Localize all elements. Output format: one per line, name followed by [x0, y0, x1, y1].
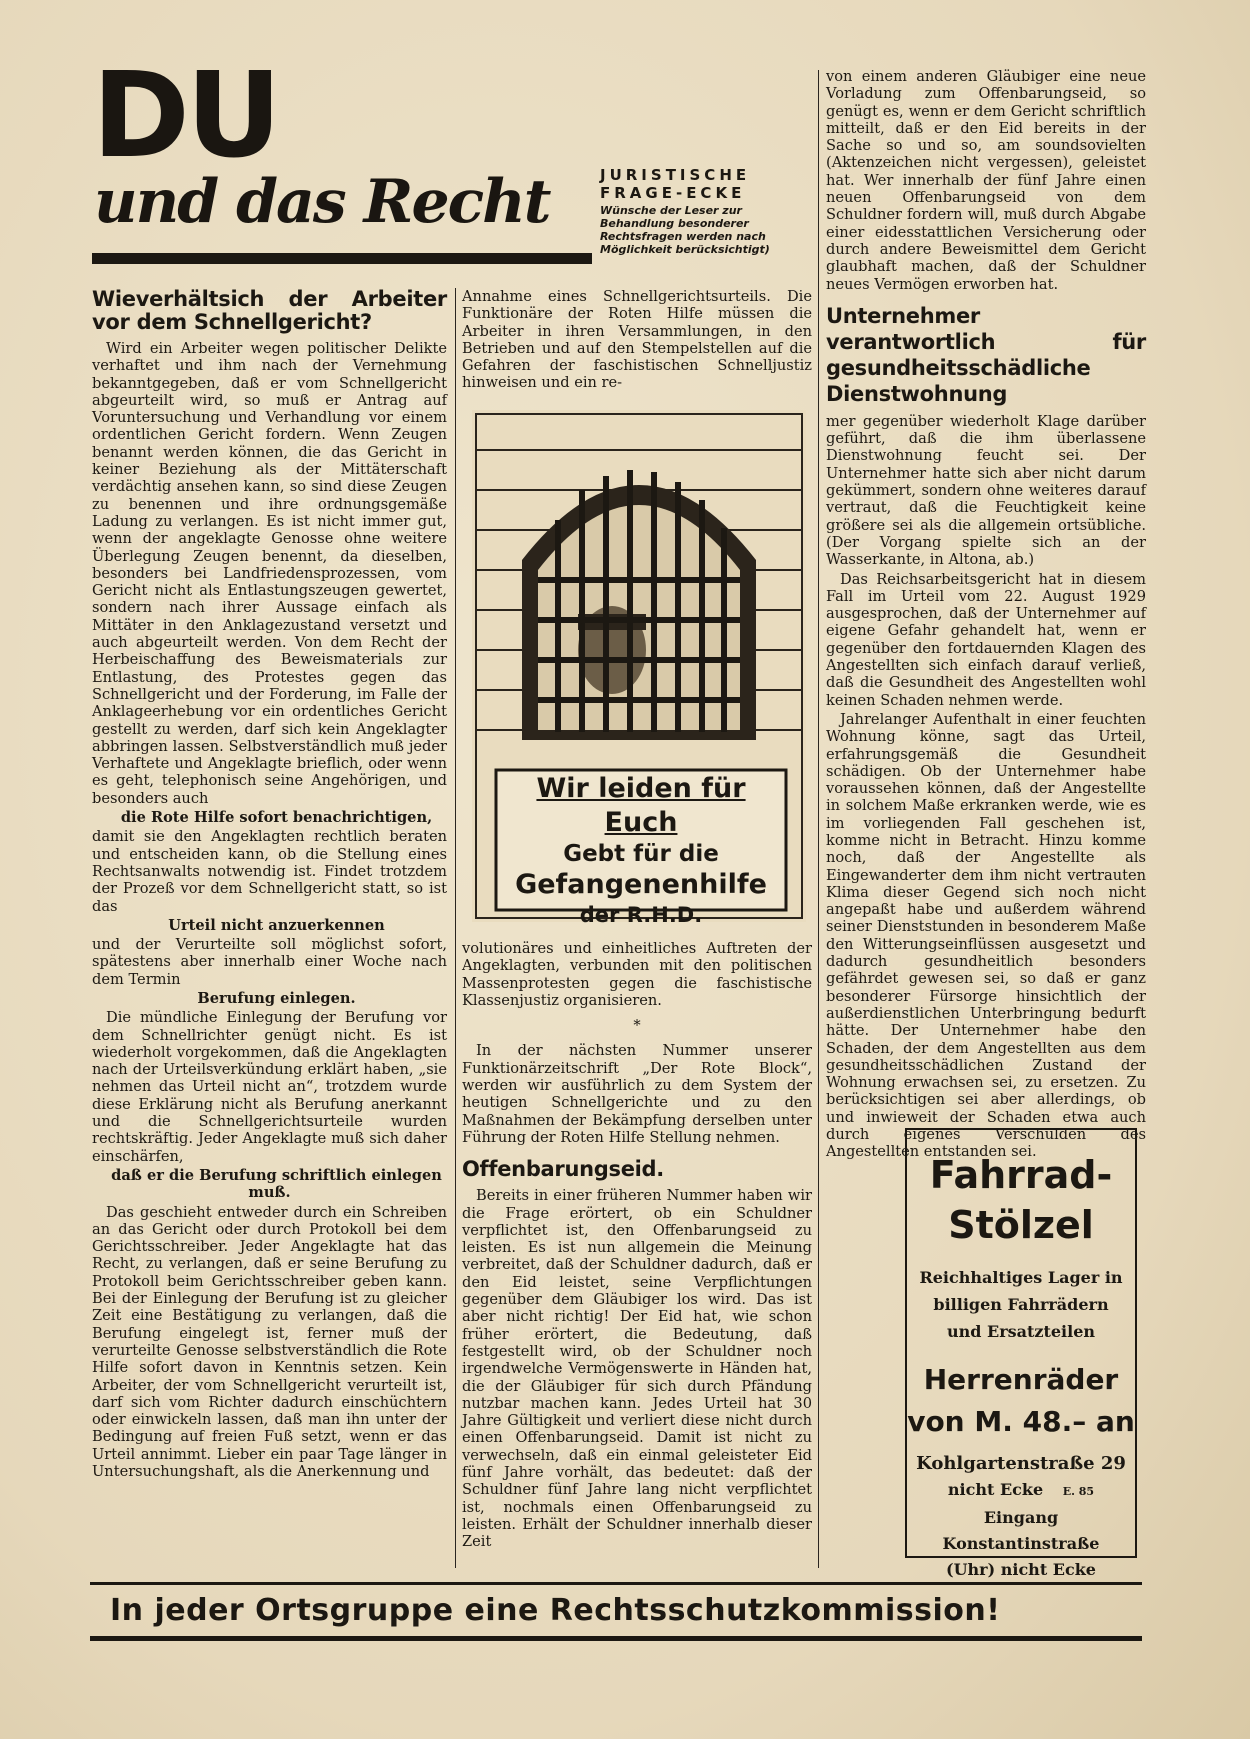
- masthead-rule: [92, 253, 592, 264]
- ad-title: [907, 1150, 1135, 1250]
- ad-offer-line: Herrenräder: [923, 1363, 1119, 1396]
- ad-title-line: Stölzel: [948, 1203, 1094, 1247]
- slogan-line: der R.H.D.: [579, 903, 703, 927]
- footer-rule-top: [90, 1582, 1142, 1585]
- ad-title-line: Fahrrad-: [929, 1153, 1113, 1197]
- ad-offer-line: von M. 48.– an: [907, 1405, 1135, 1438]
- column-divider-right: [818, 70, 819, 1568]
- advertisement-fahrrad-stoelzel: [905, 1128, 1137, 1579]
- column-divider-left: [455, 288, 456, 1568]
- paragraph: In der nächsten Nummer unserer Funktionärzeitschrift „Der Rote Block“, werden wir ausführlich zu dem System der heutigen Schnellgerichte und zu den Maßnahmen der Bekämpfung derselben unter Führung der Roten Hilfe Stellung nehmen.: [462, 1042, 812, 1146]
- emphasis-line: daß er die Berufung schriftlich einlegen muß.: [111, 1166, 442, 1202]
- ad-address-line: Eingang Konstantinstraße: [942, 1508, 1100, 1553]
- emphasis-line: Berufung einlegen.: [197, 989, 356, 1007]
- frage-ecke-subtitle: Wünsche der Leser zur Behandlung besonderer Rechtsfragen werden nach Möglichkeit berücksichtigt): [600, 204, 770, 256]
- ad-address: [907, 1451, 1135, 1583]
- paragraph: und der Verurteilte soll möglichst sofort, spätestens aber innerhalb einer Woche nach dem Termin: [92, 936, 447, 988]
- ad-address-line: Kohlgartenstraße 29: [916, 1453, 1126, 1474]
- emphasis-line: die Rote Hilfe sofort benachrichtigen,: [120, 809, 433, 827]
- paragraph: Das geschieht entweder durch ein Schreiben an das Gericht oder durch Protokoll bei dem Gerichtsschreiber. Jeder Angeklagte hat das Recht, zu verlangen, daß er seine Berufung zu Protokoll beim Gerichtsschreiber geben kann. Bei der Einlegung der Berufung ist zu gleicher Zeit eine Bestätigung zu verlangen, daß die Berufung eingelegt ist, ferner muß der verurteilte Genosse selbstverständlich die Rote Hilfe sofort davon in Kenntnis setzen. Kein Arbeiter, der vom Schnellgericht verurteilt ist, darf sich vom Richter dadurch einschüchtern oder einwickeln lassen, daß man ihn unter der Bedingung auf freien Fuß setzt, wenn er das Urteil annimmt. Lieber ein paar Tage länger in Untersuchungshaft, als die Anerkennung und: [92, 1203, 447, 1480]
- headline-dienstwohnung: Unternehmer verantwortlich für gesundheitsschädliche Dienstwohnung: [826, 303, 1146, 406]
- paragraph: damit sie den Angeklagten rechtlich beraten und entscheiden kann, ob die Stellung eines Rechtsanwalts notwendig ist. Findet trotzdem der Prozeß vor dem Schnellgericht statt, so ist das: [92, 828, 447, 915]
- separator: *: [633, 1017, 641, 1035]
- middle-column-top: [462, 288, 812, 394]
- paragraph: Annahme eines Schnellgerichtsurteils. Die Funktionäre der Roten Hilfe müssen die Arbeiter in ihren Versammlungen, in den Betrieben und auf den Stempelstellen auf die Gefahren der faschistischen Schnelljustiz hinweisen und ein re-: [462, 288, 812, 392]
- slogan-line: Gefangenenhilfe: [515, 869, 767, 900]
- ad-offer: [907, 1359, 1135, 1443]
- ad-address-line: [907, 1477, 1135, 1505]
- footer-rule-bottom: [90, 1636, 1142, 1641]
- ad-code: E. 85: [1062, 1485, 1095, 1498]
- ad-description: Reichhaltiges Lager in billigen Fahrrädern und Ersatzteilen: [919, 1268, 1123, 1341]
- headline-offenbarungseid: Offenbarungseid.: [462, 1157, 664, 1182]
- ad-address-text: nicht Ecke: [947, 1480, 1044, 1499]
- frage-ecke-title: JURISTISCHE FRAGE-ECKE: [600, 166, 751, 202]
- ad-address-line: (Uhr) nicht Ecke: [946, 1560, 1096, 1579]
- headline-schnellgericht: Wieverhältsich der Arbeiter vor dem Schnellgericht?: [92, 287, 447, 334]
- paragraph: volutionäres und einheitliches Auftreten der Angeklagten, verbunden mit den politischen Massenprotesten gegen die faschistische Klassenjustiz organisieren.: [462, 940, 812, 1009]
- emphasis-line: Urteil nicht anzuerkennen: [168, 916, 385, 934]
- middle-column-bottom: [462, 940, 812, 1553]
- masthead-und-das-recht: und das Recht: [94, 167, 550, 237]
- illustration-slogan: [496, 772, 786, 928]
- paragraph: Jahrelanger Aufenthalt in einer feuchten Wohnung könne, sagt das Urteil, erfahrungsgemäß die Gesundheit schädigen. Ob der Unternehmer habe voraussehen können, daß der Angestellte in solchem Maße erkranken werde, wie es im vorliegenden Fall geschehen ist, komme nicht in Betracht. Hinzu komme noch, daß der Angestellte als Eingewanderter dem ihm nicht vertrauten Klima dieser Gegend sich noch nicht angepaßt habe und außerdem während seiner Dienststunden in besonderem Maße den Witterungseinflüssen ausgesetzt und dadurch gesundheitlich besonders gefährdet gewesen sei, so daß er ganz besonderer Fürsorge hinsichtlich der außerdienstlichen Unterbringung bedurft hätte. Der Unternehmer habe den Schaden, der dem Angestellten aus dem gesundheitsschädlichen Zustand der Wohnung erwachsen sei, zu ersetzen. Zu berücksichtigen sei aber allerdings, ob und inwieweit der Schaden etwa auch durch eigenes Verschulden des Angestellten entstanden sei.: [826, 710, 1146, 1161]
- paragraph: Wird ein Arbeiter wegen politischer Delikte verhaftet und ihm nach der Vernehmung bekanntgegeben, daß er vom Schnellgericht abgeurteilt wird, so muß er Antrag auf Voruntersuchung und Verhandlung vor einem ordentlichen Gericht fordern. Wenn Zeugen benannt werden können, die das Gericht in keiner Beziehung als der Mittäterschaft verdächtig ansehen kann, so sind diese Zeugen zu benennen und ihre ordnungsgemäße Ladung zu verlangen. Es ist nicht immer gut, wenn der angeklagte Genosse ohne weitere Überlegung Zeugen benennt, da dieselben, besonders bei Landfriedensprozessen, vom Gericht nicht als Entlastungszeugen gewertet, sondern nach ihrer Aussage einfach als Mittäter in den Anklagezustand versetzt und auch abgeurteilt werden. Von dem Recht der Herbeischaffung des Beweismaterials zur Entlastung, des Protestes gegen das Schnellgericht und der Forderung, im Falle der Anklageerhebung vor ein ordentliches Gericht gestellt zu werden, darf sich kein Angeklagter abbringen lassen. Selbstverständlich muß jeder Verhaftete und Angeklagte brieflich, oder wenn es geht, telephonisch seine Angehörigen, und besonders auch: [92, 340, 447, 807]
- slogan-line: Gebt für die: [563, 841, 719, 867]
- paragraph: Die mündliche Einlegung der Berufung vor dem Schnellrichter genügt nicht. Es ist wiederholt vorgekommen, daß die Angeklagten nach der Urteilsverkündung erklärt haben, „sie nehmen das Urteil nicht an“, trotzdem wurde diese Erklärung nicht als Berufung anerkannt und die Schnellgerichtsurteile wurden rechtskräftig. Jeder Angeklagte muß sich daher einschärfen,: [92, 1009, 447, 1165]
- prison-window-illustration: [472, 410, 806, 927]
- paragraph: Bereits in einer früheren Nummer haben wir die Frage erörtert, ob ein Schuldner verpflichtet ist, den Offenbarungseid zu leisten. Es ist nun allgemein die Meinung verbreitet, daß der Schuldner dadurch, daß er den Eid leistet, seine Verpflichtungen gegenüber dem Gläubiger los wird. Das ist aber nicht richtig! Der Eid hat, wie schon früher erörtert, die Bedeutung, daß festgestellt wird, ob der Schuldner noch irgendwelche Vermögenswerte in Händen hat, die der Gläubiger für sich durch Pfändung nutzbar machen kann. Jedes Urteil hat 30 Jahre Gültigkeit und verliert diese nicht durch einen Offenbarungseid. Damit ist nicht zu verwechseln, daß ein einmal geleisteter Eid fünf Jahre vorhält, das bedeutet: daß der Schuldner fünf Jahre lang nicht verpflichtet ist, nochmals einen Offenbarungseid zu leisten. Erhält der Schuldner innerhalb dieser Zeit: [462, 1187, 812, 1551]
- footer-slogan: In jeder Ortsgruppe eine Rechtsschutzkommission!: [110, 1593, 1001, 1628]
- paragraph: mer gegenüber wiederholt Klage darüber geführt, daß die ihm überlassene Dienstwohnung feucht sei. Der Unternehmer hatte sich aber nicht darum gekümmert, sondern ohne weiteres darauf vertraut, daß die Feuchtigkeit keine größere sei als die allgemein ortsübliche. (Der Vorgang spielte sich an der Wasserkante, in Altona, ab.): [826, 412, 1146, 569]
- right-column: [826, 68, 1146, 1163]
- article-schnellgericht: [92, 288, 447, 1482]
- masthead-du: DU: [92, 46, 278, 184]
- paragraph: Das Reichsarbeitsgericht hat in diesem Fall im Urteil vom 22. August 1929 ausgesprochen, daß der Unternehmer auf eigene Gefahr gehandelt hat, wenn er gegenüber den fortdauernden Klagen des Angestellten sich einfach darauf verließ, daß die Gesundheit des Angestellten wohl keinen Schaden nehmen werde.: [826, 570, 1146, 709]
- slogan-line: Wir leiden für Euch: [536, 773, 746, 838]
- paragraph: von einem anderen Gläubiger eine neue Vorladung zum Offenbarungseid, so genügt es, wenn er dem Gericht schriftlich mitteilt, daß er den Eid bereits in der Sache so und so, am soundsovielten (Aktenzeichen nicht vergessen), geleistet hat. Wer innerhalb der fünf Jahre einen neuen Offenbarungseid von dem Schuldner fordern will, muß durch Abgabe einer eidesstattlichen Versicherung oder durch andere Beweismittel dem Gericht glaubhaft machen, daß der Schuldner neues Vermögen erworben hat.: [826, 68, 1146, 293]
